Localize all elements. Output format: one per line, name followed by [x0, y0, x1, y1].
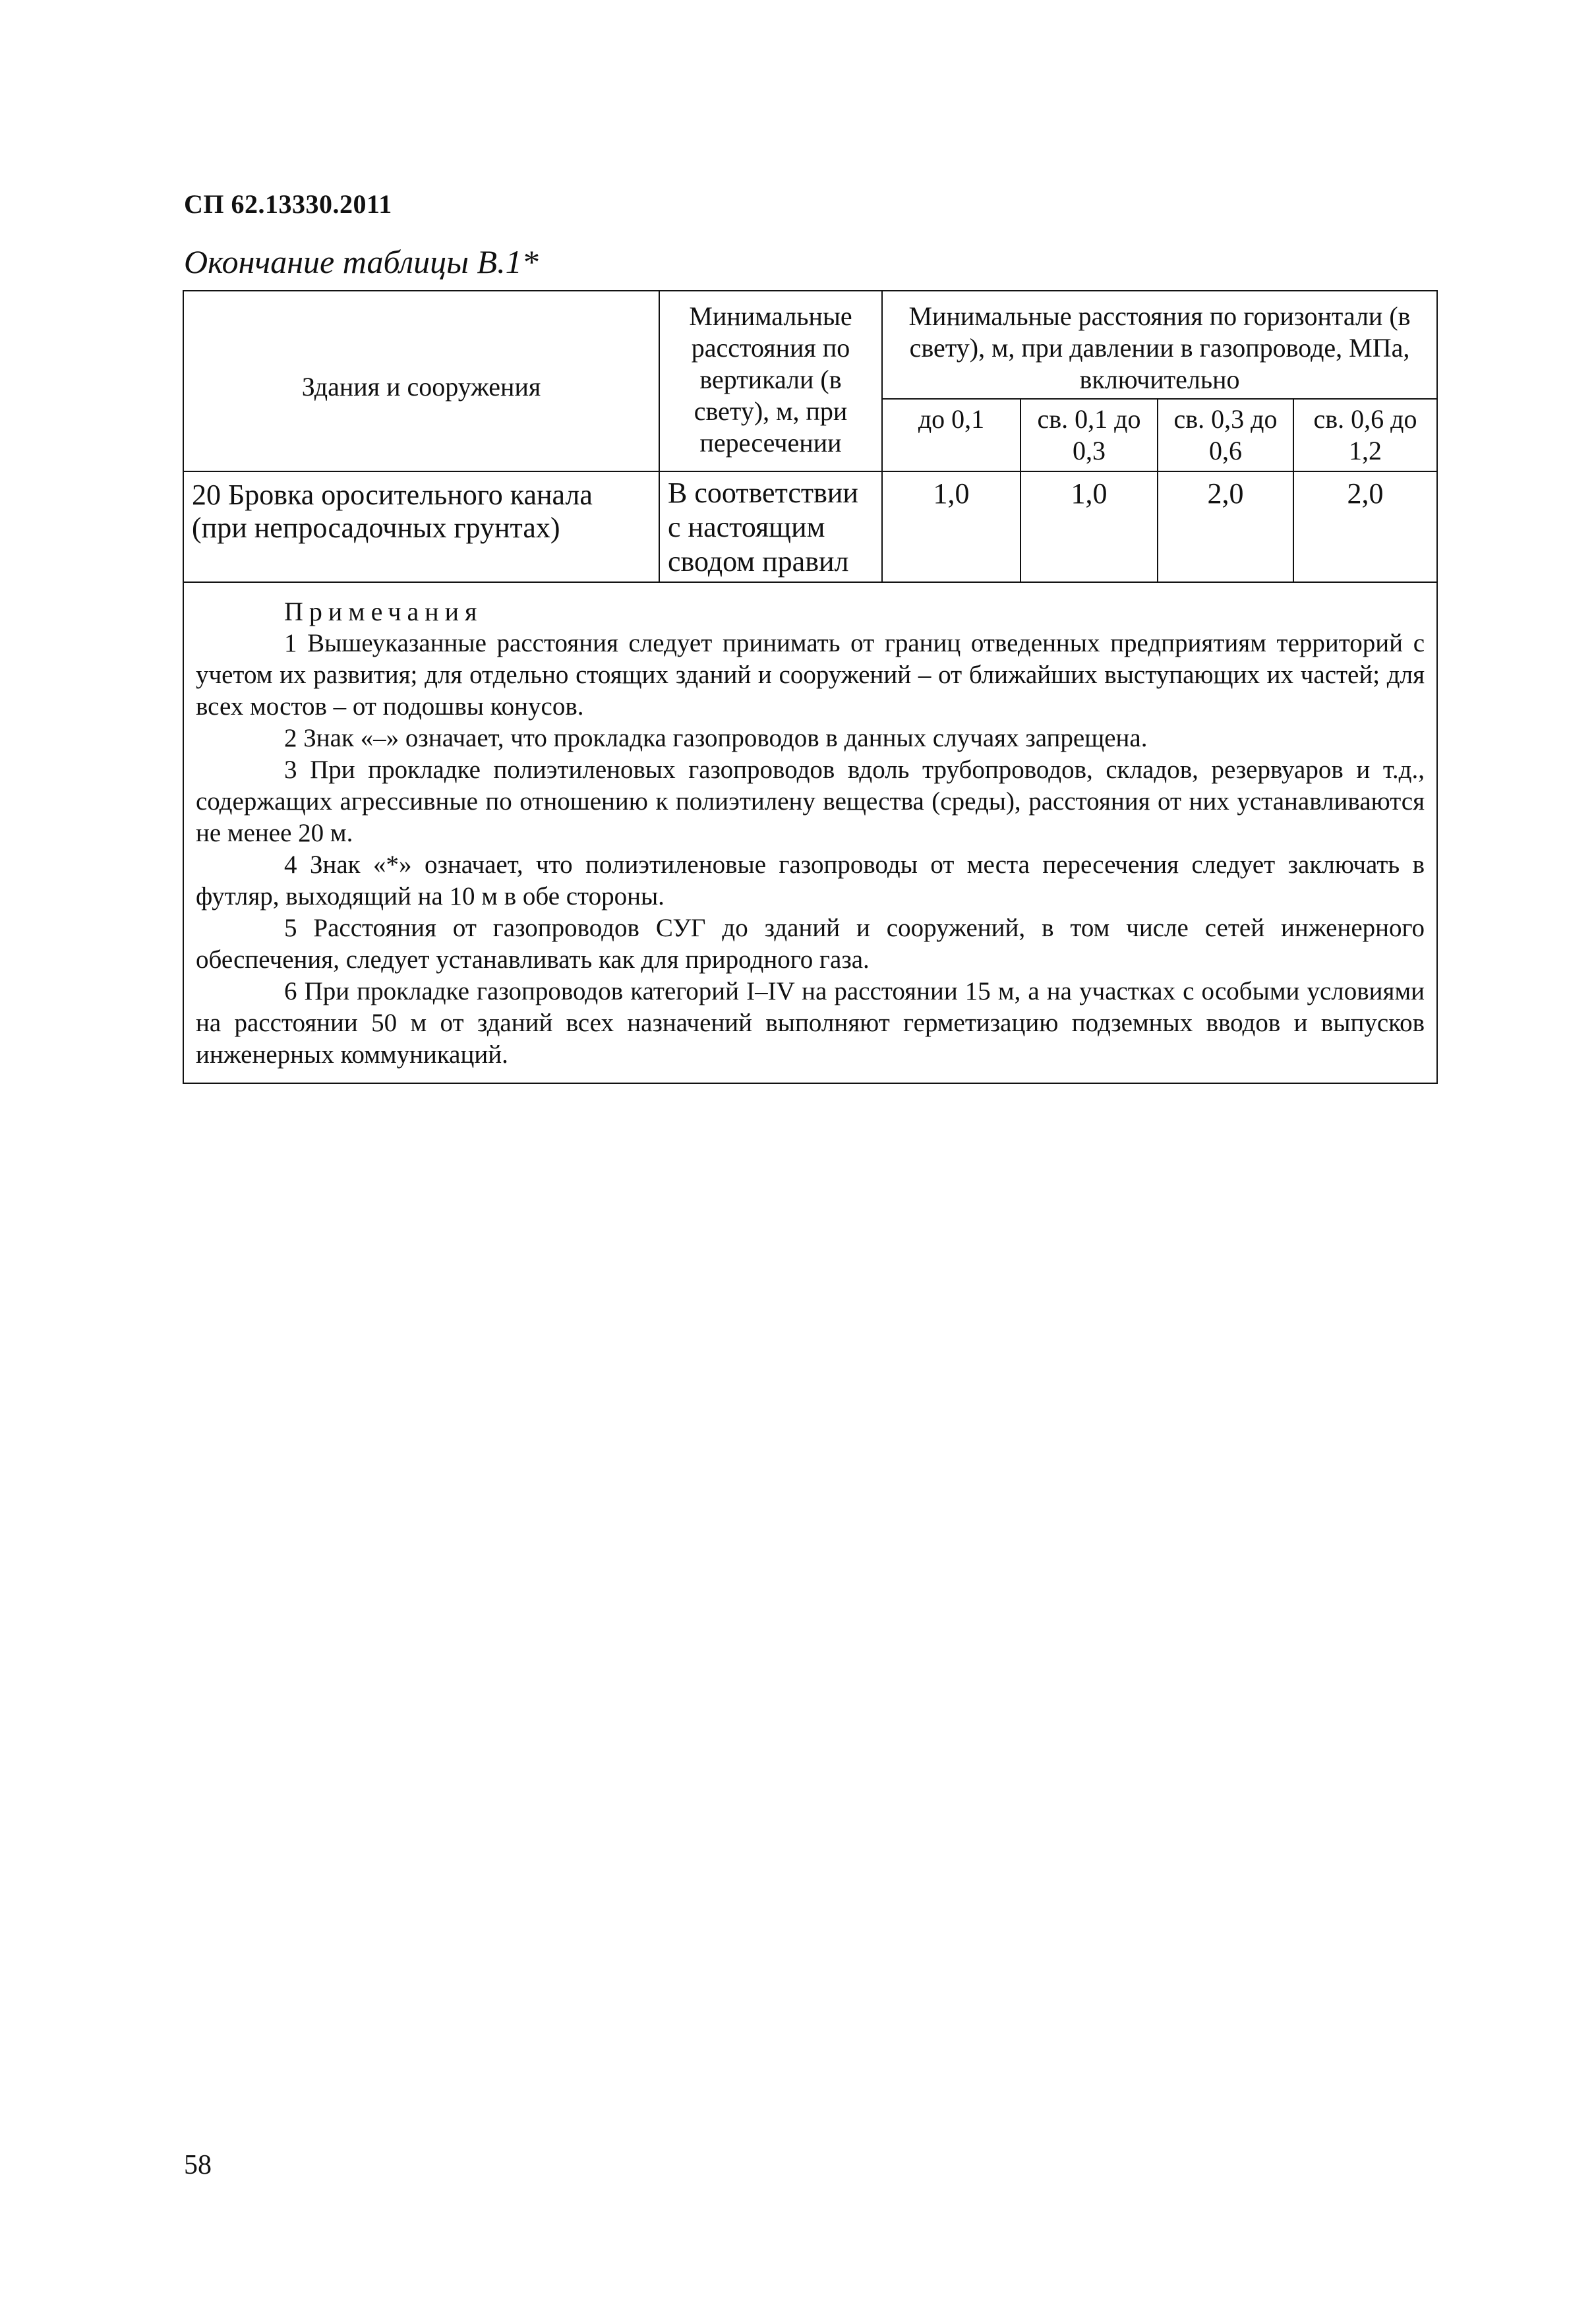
row-value-3: 2,0 — [1158, 471, 1293, 582]
header-vertical-distance: Минимальные расстояния по вертикали (в свету), м, при пересечении — [659, 291, 882, 471]
table-caption: Окончание таблицы В.1* — [184, 243, 539, 280]
note-6: 6 При прокладке газопроводов категорий I–IV на расстоянии 15 м, а на участках с особыми условиями на расстоянии 50 м от зданий всех назначений выполняют герметизацию подземных вводов и выпусков инженерных коммуникаций. — [196, 977, 1425, 1069]
table-row — [183, 471, 1437, 582]
notes-section — [183, 582, 1437, 1083]
note-4: 4 Знак «*» означает, что полиэтиленовые газопроводы от места пересечения следует заключать в футляр, выходящий на 10 м в обе стороны. — [196, 850, 1425, 910]
row-value-2: 1,0 — [1020, 471, 1158, 582]
row-value-1: 1,0 — [882, 471, 1020, 582]
header-pressure-3: св. 0,3 до 0,6 — [1158, 399, 1293, 471]
header-pressure-2: св. 0,1 до 0,3 — [1020, 399, 1158, 471]
note-5: 5 Расстояния от газопроводов СУГ до зданий и сооружений, в том числе сетей инженерного обеспечения, следует устанавливать как для природного газа. — [196, 914, 1425, 974]
row-value-4: 2,0 — [1293, 471, 1437, 582]
header-buildings: Здания и сооружения — [183, 291, 659, 471]
document-code: СП 62.13330.2011 — [184, 189, 392, 219]
note-3: 3 При прокладке полиэтиленовых газопроводов вдоль трубопроводов, складов, резервуаров и т.д., содержащих агрессивные по отношению к полиэтилену вещества (среды), расстояния от них устанавливаются не менее 20 м. — [196, 756, 1425, 847]
header-horizontal-distance: Минимальные расстояния по горизонтали (в свету), м, при давлении в газопроводе, МПа, включительно — [882, 291, 1437, 399]
row-name: 20 Бровка оросительного канала (при непросадочных грунтах) — [183, 471, 659, 582]
header-pressure-1: до 0,1 — [882, 399, 1020, 471]
header-pressure-4: св. 0,6 до 1,2 — [1293, 399, 1437, 471]
notes-title: Примечания — [284, 597, 483, 626]
note-2: 2 Знак «–» означает, что прокладка газопроводов в данных случаях запрещена. — [284, 724, 1148, 752]
page-number: 58 — [184, 2150, 212, 2180]
table-header-row — [183, 291, 1437, 399]
distance-table — [183, 290, 1438, 1084]
note-1: 1 Вышеуказанные расстояния следует принимать от границ отведенных предприятиям территорий с учетом их развития; для отдельно стоящих зданий и сооружений – от ближайших выступающих их частей; для всех мостов – от подошвы конусов. — [196, 629, 1425, 721]
row-vertical: В соответствии с настоящим сводом правил — [659, 471, 882, 582]
notes-row — [183, 582, 1437, 1083]
